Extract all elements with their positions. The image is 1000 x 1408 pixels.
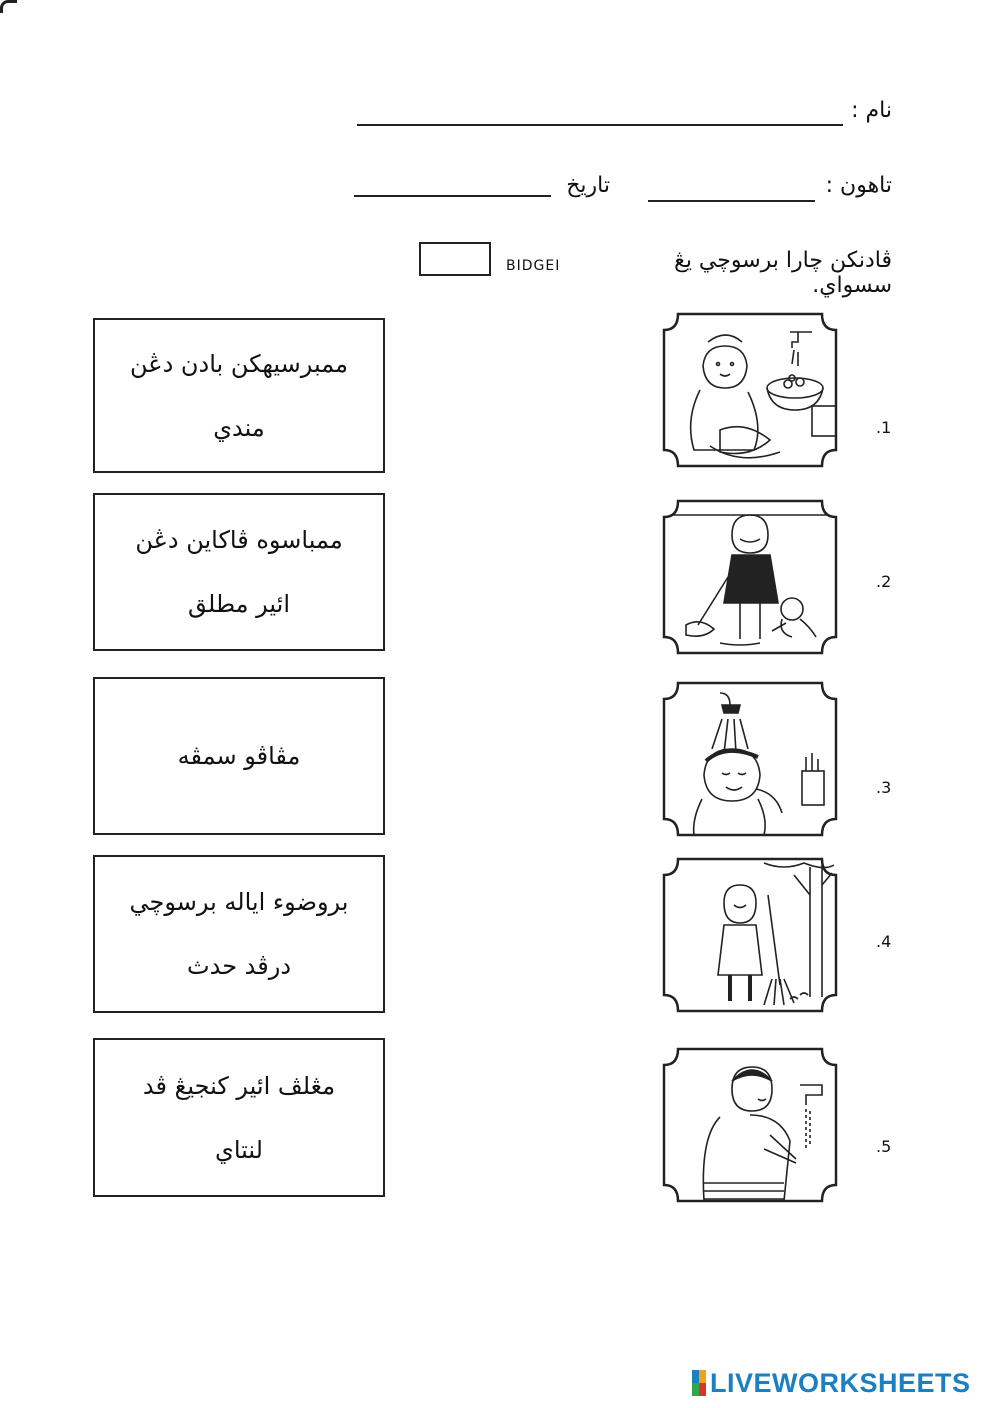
- liveworksheets-brand: [692, 1368, 971, 1398]
- date-label: تاريخ: [566, 173, 610, 198]
- answer-card-2[interactable]: [93, 493, 385, 651]
- name-label: نام :: [851, 98, 892, 123]
- answer-card-1[interactable]: [93, 318, 385, 473]
- mopping-floor-icon[interactable]: [660, 497, 840, 657]
- brand-name: LIVEWORKSHEETS: [710, 1367, 971, 1398]
- score-box[interactable]: [419, 242, 491, 276]
- answer-card-1-line2: مندي: [213, 413, 265, 442]
- picture-number-5: .5: [876, 1137, 892, 1156]
- answer-card-3-line1: مڤاڤو سمڤه: [177, 742, 301, 770]
- instruction-text: ڤادنکن چارا برسوچي يڠ سسواي.: [674, 248, 892, 298]
- answer-card-3[interactable]: [93, 677, 385, 835]
- answer-card-2-line2: ائير مطلق: [188, 590, 290, 618]
- wudu-washing-icon[interactable]: [660, 1045, 840, 1205]
- answer-card-5-line2: لنتاي: [215, 1135, 263, 1164]
- sweeping-leaves-icon[interactable]: [660, 855, 840, 1015]
- picture-number-3: .3: [876, 778, 892, 797]
- year-line[interactable]: [648, 200, 815, 202]
- shower-bathing-icon[interactable]: [660, 679, 840, 839]
- date-line[interactable]: [354, 195, 551, 197]
- answer-card-4-line2: درڤد حدث: [187, 952, 292, 980]
- answer-card-2-line1: ممباسوه ڤاکاين دڠن: [135, 526, 343, 554]
- liveworksheets-logo-icon: [692, 1370, 706, 1396]
- year-label: تاهون :: [825, 173, 892, 198]
- handwritten-name: BIDGEI: [506, 258, 561, 274]
- answer-card-5-line1: مڠلڤ ائير کنجيڠ ڤد: [142, 1071, 336, 1100]
- answer-card-1-line1: ممبرسيهکن بادن دڠن: [130, 349, 348, 378]
- picture-number-4: .4: [876, 932, 892, 951]
- name-line[interactable]: [357, 124, 843, 126]
- washing-clothes-icon[interactable]: [660, 310, 840, 470]
- picture-number-1: .1: [876, 418, 892, 437]
- scan-corner-mark: [0, 0, 17, 13]
- picture-number-2: .2: [876, 572, 892, 591]
- answer-card-5[interactable]: [93, 1038, 385, 1197]
- answer-card-4[interactable]: [93, 855, 385, 1013]
- answer-card-4-line1: بروضوء اياله برسوچي: [129, 888, 349, 916]
